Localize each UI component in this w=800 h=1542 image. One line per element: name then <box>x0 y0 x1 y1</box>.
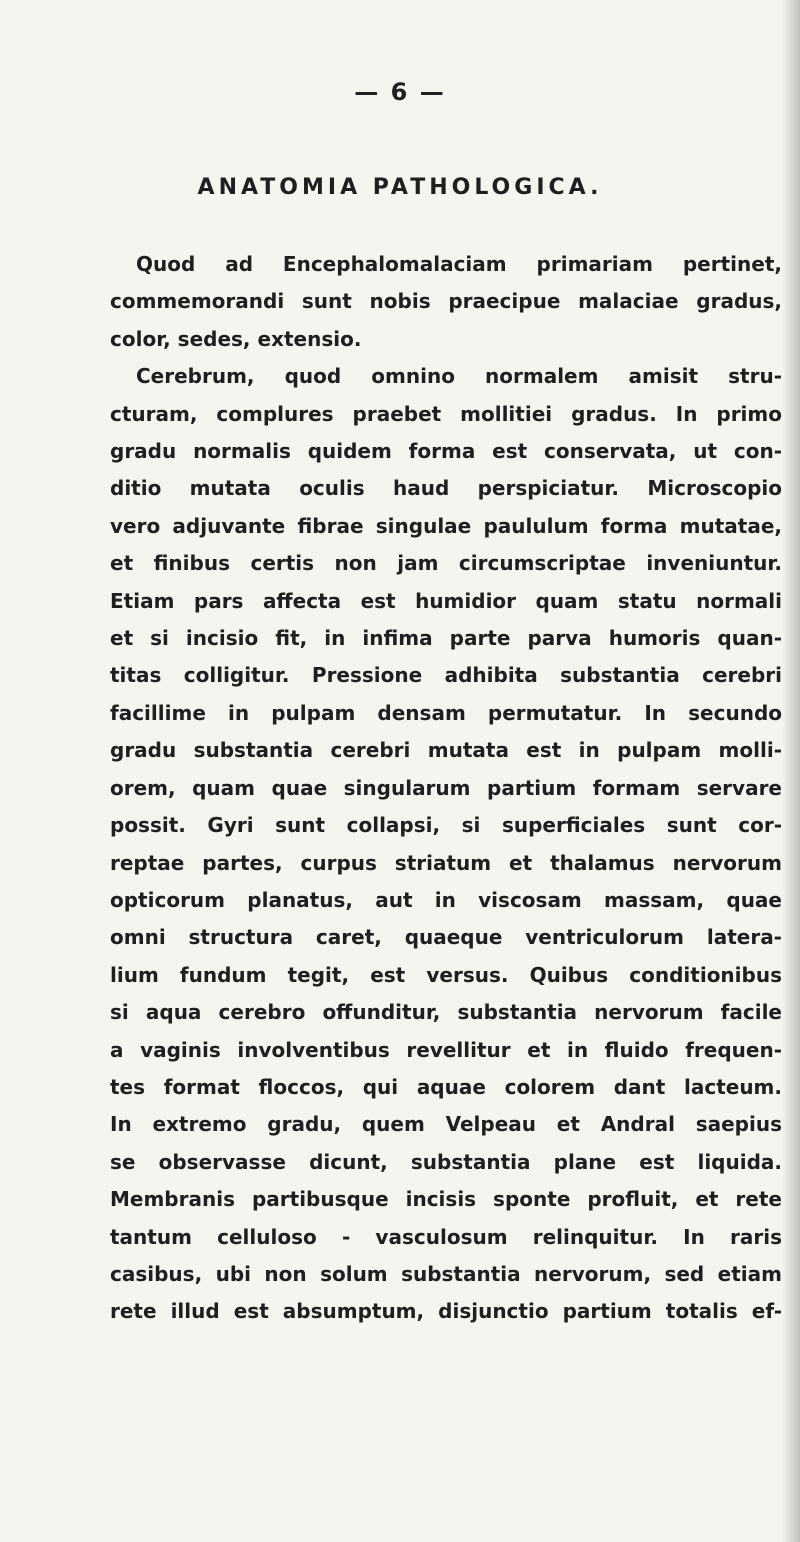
text-line: commemorandi sunt nobis praecipue malaciae gradus, <box>110 289 782 314</box>
text-line: reptae partes, curpus striatum et thalamus nervorum <box>110 850 782 875</box>
text-line: vero adjuvante fibrae singulae paululum forma mutatae, <box>110 513 782 538</box>
text-line: Cerebrum, quod omnino normalem amisit stru- <box>136 364 782 389</box>
text-line: possit. Gyri sunt collapsi, si superficiales sunt cor- <box>110 813 782 838</box>
text-line: et finibus certis non jam circumscriptae inveniuntur. <box>110 551 782 576</box>
text-line: Quod ad Encephalomalaciam primariam pertinet, <box>136 252 782 276</box>
section-heading: ANATOMIA PATHOLOGICA. <box>197 175 603 200</box>
text-line: lium fundum tegit, est versus. Quibus conditionibus <box>110 962 782 987</box>
text-line: omni structura caret, quaeque ventriculorum latera- <box>110 925 782 950</box>
text-line: ditio mutata oculis haud perspiciatur. Microscopio <box>110 476 782 501</box>
text-line: gradu substantia cerebri mutata est in pulpam molli- <box>110 738 782 763</box>
text-line: color, sedes, extensio. <box>110 326 362 351</box>
text-line: a vaginis involventibus revellitur et in fluido frequen- <box>110 1037 782 1062</box>
page-number: — 6 — <box>354 78 446 106</box>
text-line: titas colligitur. Pressione adhibita substantia cerebri <box>110 663 782 688</box>
text-line: rete illud est absumptum, disjunctio partium totalis ef- <box>110 1299 782 1324</box>
text-line: tantum celluloso - vasculosum relinquitur. In raris <box>110 1224 782 1249</box>
text-line: Etiam pars affecta est humidior quam statu normali <box>110 588 782 613</box>
text-line: se observasse dicunt, substantia plane est liquida. <box>110 1149 782 1174</box>
body-text <box>110 246 782 1331</box>
text-line: Membranis partibusque incisis sponte profluit, et rete <box>110 1187 782 1212</box>
text-line: casibus, ubi non solum substantia nervorum, sed etiam <box>110 1261 782 1286</box>
text-line: cturam, complures praebet mollitiei gradus. In primo <box>110 401 782 426</box>
text-line: si aqua cerebro offunditur, substantia nervorum facile <box>110 1000 782 1025</box>
page-edge-shadow <box>782 0 800 1542</box>
text-line: gradu normalis quidem forma est conservata, ut con- <box>110 439 782 464</box>
text-line: tes format floccos, qui aquae colorem dant lacteum. <box>110 1074 782 1099</box>
text-line: orem, quam quae singularum partium formam servare <box>110 775 782 800</box>
text-line: facillime in pulpam densam permutatur. In secundo <box>110 700 782 725</box>
text-line: opticorum planatus, aut in viscosam massam, quae <box>110 887 782 912</box>
text-line: et si incisio fit, in infima parte parva humoris quan- <box>110 626 782 651</box>
text-line: In extremo gradu, quem Velpeau et Andral saepius <box>110 1112 782 1137</box>
